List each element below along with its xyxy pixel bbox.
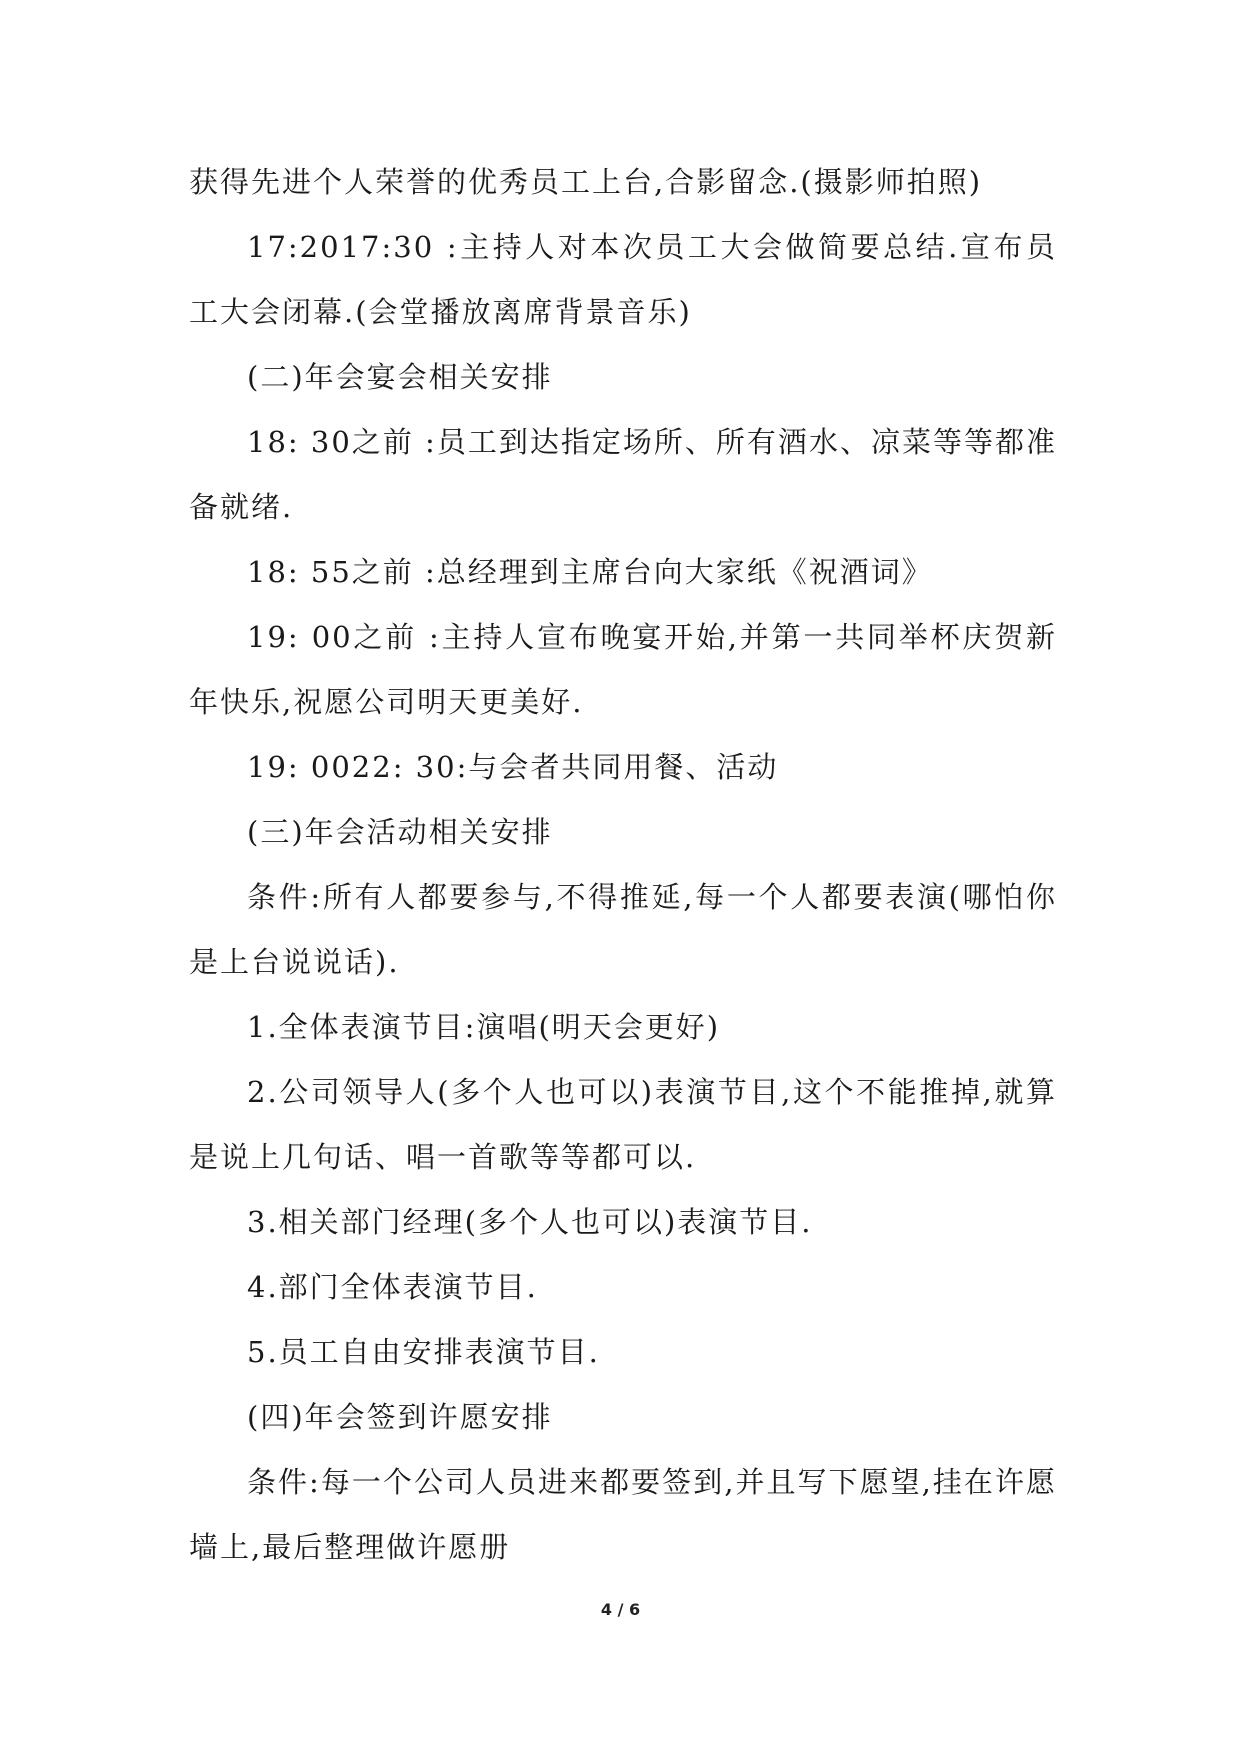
section-heading: (四)年会签到许愿安排 bbox=[247, 1400, 553, 1434]
list-item: 5.员工自由安排表演节目. bbox=[247, 1335, 600, 1369]
section-heading: (二)年会宴会相关安排 bbox=[247, 360, 553, 394]
paragraph: 19: 0022: 30:与会者共同用餐、活动 bbox=[247, 750, 779, 784]
section-heading: (三)年会活动相关安排 bbox=[247, 815, 553, 849]
list-item: 3.相关部门经理(多个人也可以)表演节目. bbox=[247, 1205, 813, 1239]
paragraph: 18: 55之前 :总经理到主席台向大家纸《祝酒词》 bbox=[247, 555, 933, 589]
list-item: 1.全体表演节目:演唱(明天会更好) bbox=[247, 1010, 721, 1044]
paragraph: 条件:所有人都要参与,不得推延,每一个人都要表演(哪怕你是上台说说话). bbox=[189, 880, 1057, 979]
paragraph: 条件:每一个公司人员进来都要签到,并且写下愿望,挂在许愿墙上,最后整理做许愿册 bbox=[189, 1465, 1057, 1564]
list-item: 4.部门全体表演节目. bbox=[247, 1270, 538, 1304]
paragraph: 19: 00之前 :主持人宣布晚宴开始,并第一共同举杯庆贺新年快乐,祝愿公司明天更美好. bbox=[189, 620, 1057, 719]
list-item: 2.公司领导人(多个人也可以)表演节目,这个不能推掉,就算是说上几句话、唱一首歌等等都可以. bbox=[189, 1075, 1057, 1174]
paragraph: 18: 30之前 :员工到达指定场所、所有酒水、凉菜等等都准备就绪. bbox=[189, 425, 1058, 524]
paragraph: 17:2017:30 :主持人对本次员工大会做简要总结.宣布员工大会闭幕.(会堂播放离席背景音乐) bbox=[189, 230, 1057, 329]
paragraph: 获得先进个人荣誉的优秀员工上台,合影留念.(摄影师拍照) bbox=[189, 165, 983, 199]
page-number: 4 / 6 bbox=[600, 1600, 641, 1619]
document-body bbox=[189, 150, 1057, 1580]
